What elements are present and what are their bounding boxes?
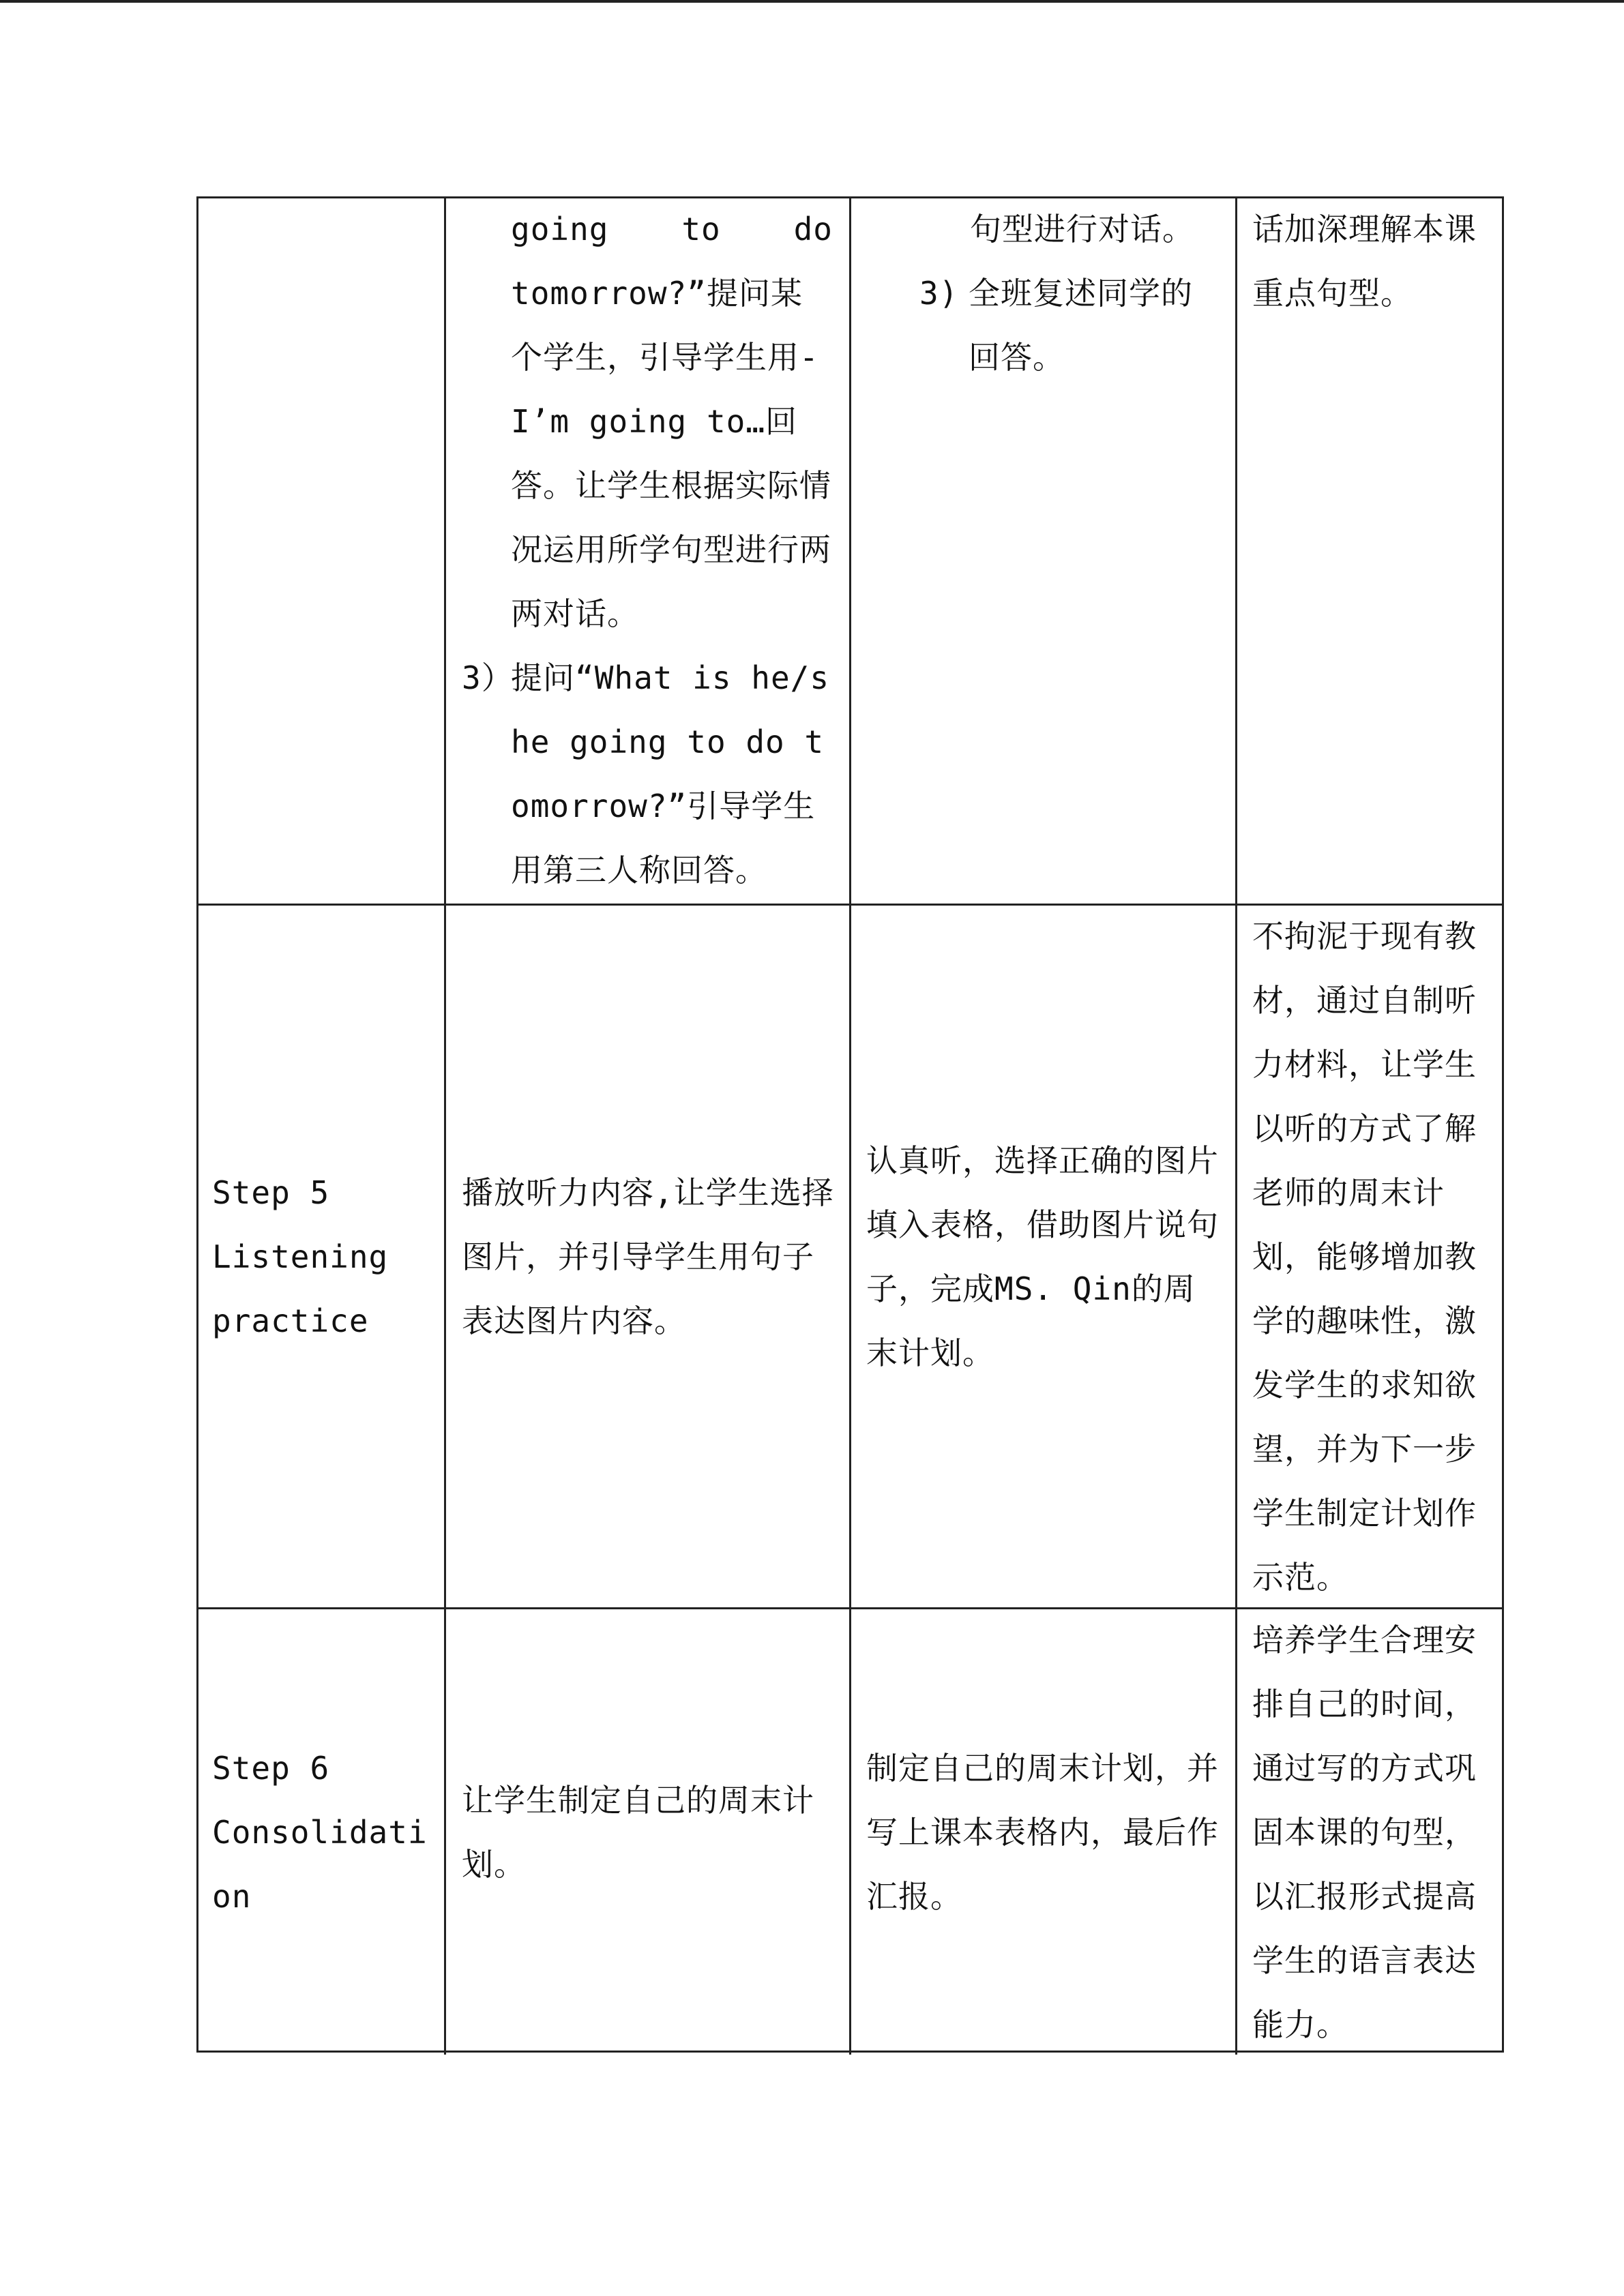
student-activity-text: 认真听，选择正确的图片填入表格，借助图片说句子，完成MS. Qin的周末计划。 (866, 1142, 1219, 1371)
purpose-cell (1235, 1609, 1506, 2055)
student-activity-cell (849, 198, 1235, 904)
continuation-line: going to do (511, 211, 833, 248)
step-title-line: Listening (212, 1238, 389, 1275)
lesson-plan-table (196, 196, 1504, 2053)
student-activity-cell (849, 1609, 1235, 2055)
list-item-number: 3） (462, 659, 514, 696)
teacher-activity-text: 播放听力内容,让学生选择图片，并引导学生用句子表达图片内容。 (462, 1174, 834, 1339)
step-title-line: Consolidation (212, 1813, 428, 1915)
purpose-cell (1235, 198, 1506, 904)
step-title-line: practice (212, 1302, 369, 1339)
step-title-line: Step 6 (212, 1749, 330, 1787)
step-cell (198, 906, 444, 1607)
student-activity-text: 制定自己的周末计划，并写上课本表格内，最后作汇报。 (866, 1749, 1219, 1915)
list-item-text: 提问“What is he/she going to do tomorrow?”引导学生用第三人称回答。 (511, 659, 830, 889)
step-title (212, 1161, 444, 1353)
list-item (868, 261, 1220, 389)
teacher-activity-cell (444, 1609, 849, 2055)
table-row (198, 904, 1502, 1607)
teacher-activity-cell (444, 906, 849, 1607)
list-item-number: 3) (919, 275, 959, 312)
purpose-cell (1235, 906, 1506, 1607)
table-row (198, 1607, 1502, 2055)
student-activity-cell (849, 906, 1235, 1607)
page-top-border (0, 0, 1624, 3)
continuation-line: 句型进行对话。 (970, 211, 1194, 248)
step-title-line: Step 5 (212, 1174, 330, 1211)
step-cell (198, 1609, 444, 2055)
list-item-text: 全班复述同学的回答。 (969, 275, 1193, 376)
table-row (198, 198, 1502, 904)
teacher-activity-cell (444, 198, 849, 904)
purpose-text: 不拘泥于现有教材，通过自制听力材料，让学生以听的方式了解老师的周末计划，能够增加教学的趣味性，激发学生的求知欲望，并为下一步学生制定计划作示范。 (1252, 917, 1477, 1596)
student-activity-content (868, 197, 1220, 389)
step-title (212, 1736, 444, 1928)
continuation-line: tomorrow?”提问某个学生，引导学生用-I’m going to…回答。让学生根据实际情况运用所学句型进行两两对话。 (511, 275, 831, 632)
step-cell (198, 198, 444, 904)
purpose-text: 话加深理解本课重点句型。 (1252, 211, 1477, 312)
list-item (462, 646, 833, 902)
continuation-block (462, 197, 833, 646)
purpose-text: 培养学生合理安排自己的时间，通过写的方式巩固本课的句型，以汇报形式提高学生的语言表达能力。 (1252, 1621, 1477, 2043)
teacher-activity-list (462, 646, 833, 902)
teacher-activity-text: 让学生制定自己的周末计划。 (462, 1781, 814, 1883)
teacher-activity-content (462, 197, 833, 902)
